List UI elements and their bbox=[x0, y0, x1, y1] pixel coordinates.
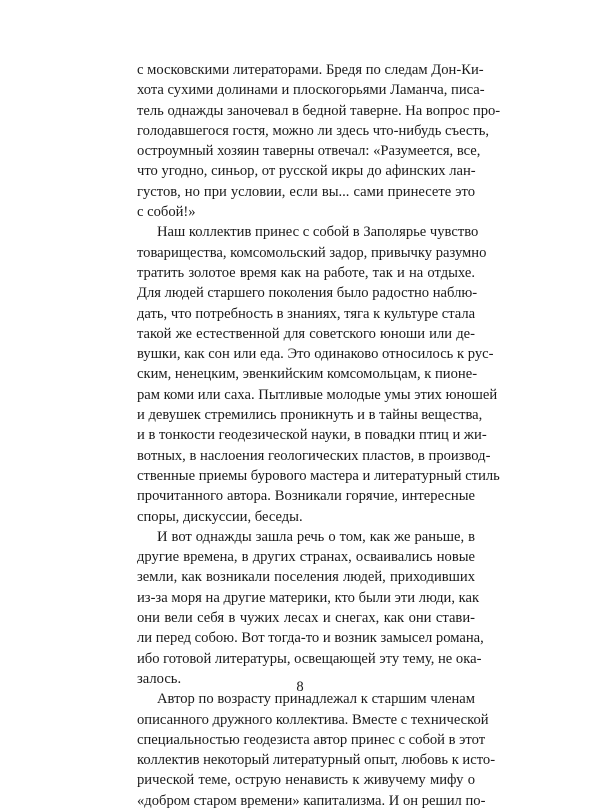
text-line: ли перед собою. Вот тогда-то и возник замысел романа, bbox=[137, 630, 484, 647]
text-line: описанного дружного коллектива. Вместе с технической bbox=[137, 711, 489, 728]
text-line: рам коми или саха. Пытливые молодые умы этих юношей bbox=[137, 386, 498, 403]
text-line: из-за моря на другие материки, кто были эти люди, как bbox=[137, 589, 480, 606]
text-line: с собой!» bbox=[137, 204, 196, 221]
text-line: Наш коллектив принес с собой в Заполярье чувство bbox=[157, 224, 479, 241]
text-line: земли, как возникали поселения людей, приходивших bbox=[137, 569, 475, 586]
text-line: ским, ненецким, эвенкийским комсомольцам, к пионе- bbox=[137, 366, 478, 383]
text-line: и девушек стремились проникнуть и в тайны вещества, bbox=[137, 407, 483, 424]
text-line: тратить золотое время как на работе, так и на отдыхе. bbox=[137, 264, 475, 281]
text-line: вушки, как сон или еда. Это одинаково относилось к рус- bbox=[137, 346, 494, 363]
text-line: остроумный хозяин таверны отвечал: «Разумеется, все, bbox=[137, 143, 481, 160]
text-line: другие времена, в других странах, осваивались новые bbox=[137, 549, 475, 566]
body-text bbox=[137, 60, 501, 811]
text-line: дать, что потребность в знаниях, тяга к культуре стала bbox=[137, 305, 476, 322]
text-line: что угодно, синьор, от русской икры до афинских лан- bbox=[137, 163, 476, 180]
text-line: ственные приемы бурового мастера и литературный стиль bbox=[137, 467, 500, 484]
text-line: споры, дискуссии, беседы. bbox=[137, 508, 303, 525]
text-line: густов, но при условии, если вы... сами принесете это bbox=[137, 183, 475, 200]
text-line: коллектив некоторый литературный опыт, любовь к исто- bbox=[137, 752, 496, 769]
text-line: с московскими литераторами. Бредя по следам Дон-Ки- bbox=[137, 62, 484, 78]
text-line: прочитанного автора. Возникали горячие, интересные bbox=[137, 488, 475, 505]
text-line: рической теме, острую ненависть к живучему мифу о bbox=[137, 772, 475, 789]
text-line: хота сухими долинами и плоскогорьями Ламанча, писа- bbox=[137, 82, 485, 99]
text-line: Для людей старшего поколения было радостно наблю- bbox=[137, 285, 478, 302]
text-line: они вели себя в чужих лесах и снегах, как они стави- bbox=[137, 610, 475, 627]
text-line: вотных, в наслоения геологических пластов, в производ- bbox=[137, 447, 491, 464]
text-line: «добром старом времени» капитализма. И он решил по- bbox=[137, 792, 486, 809]
text-line: И вот однажды зашла речь о том, как же раньше, в bbox=[157, 528, 475, 545]
text-line: голодавшегося гостя, можно ли здесь что-нибудь съесть, bbox=[137, 122, 490, 139]
text-line: залось. bbox=[137, 670, 182, 687]
text-line: товарищества, комсомольский задор, привычку разумно bbox=[137, 244, 487, 261]
text-line: Автор по возрасту принадлежал к старшим членам bbox=[157, 691, 475, 708]
text-line: ибо готовой литературы, освещающей эту тему, не ока- bbox=[137, 650, 482, 667]
text-line: и в тонкости геодезической науки, в повадки птиц и жи- bbox=[137, 427, 487, 444]
page-number: 8 bbox=[296, 679, 304, 695]
text-line: специальностью геодезиста автор принес с собой в этот bbox=[137, 731, 486, 748]
text-line: такой же естественной для советского юноши или де- bbox=[137, 325, 475, 342]
text-line: тель однажды заночевал в бедной таверне. На вопрос про- bbox=[137, 102, 501, 119]
